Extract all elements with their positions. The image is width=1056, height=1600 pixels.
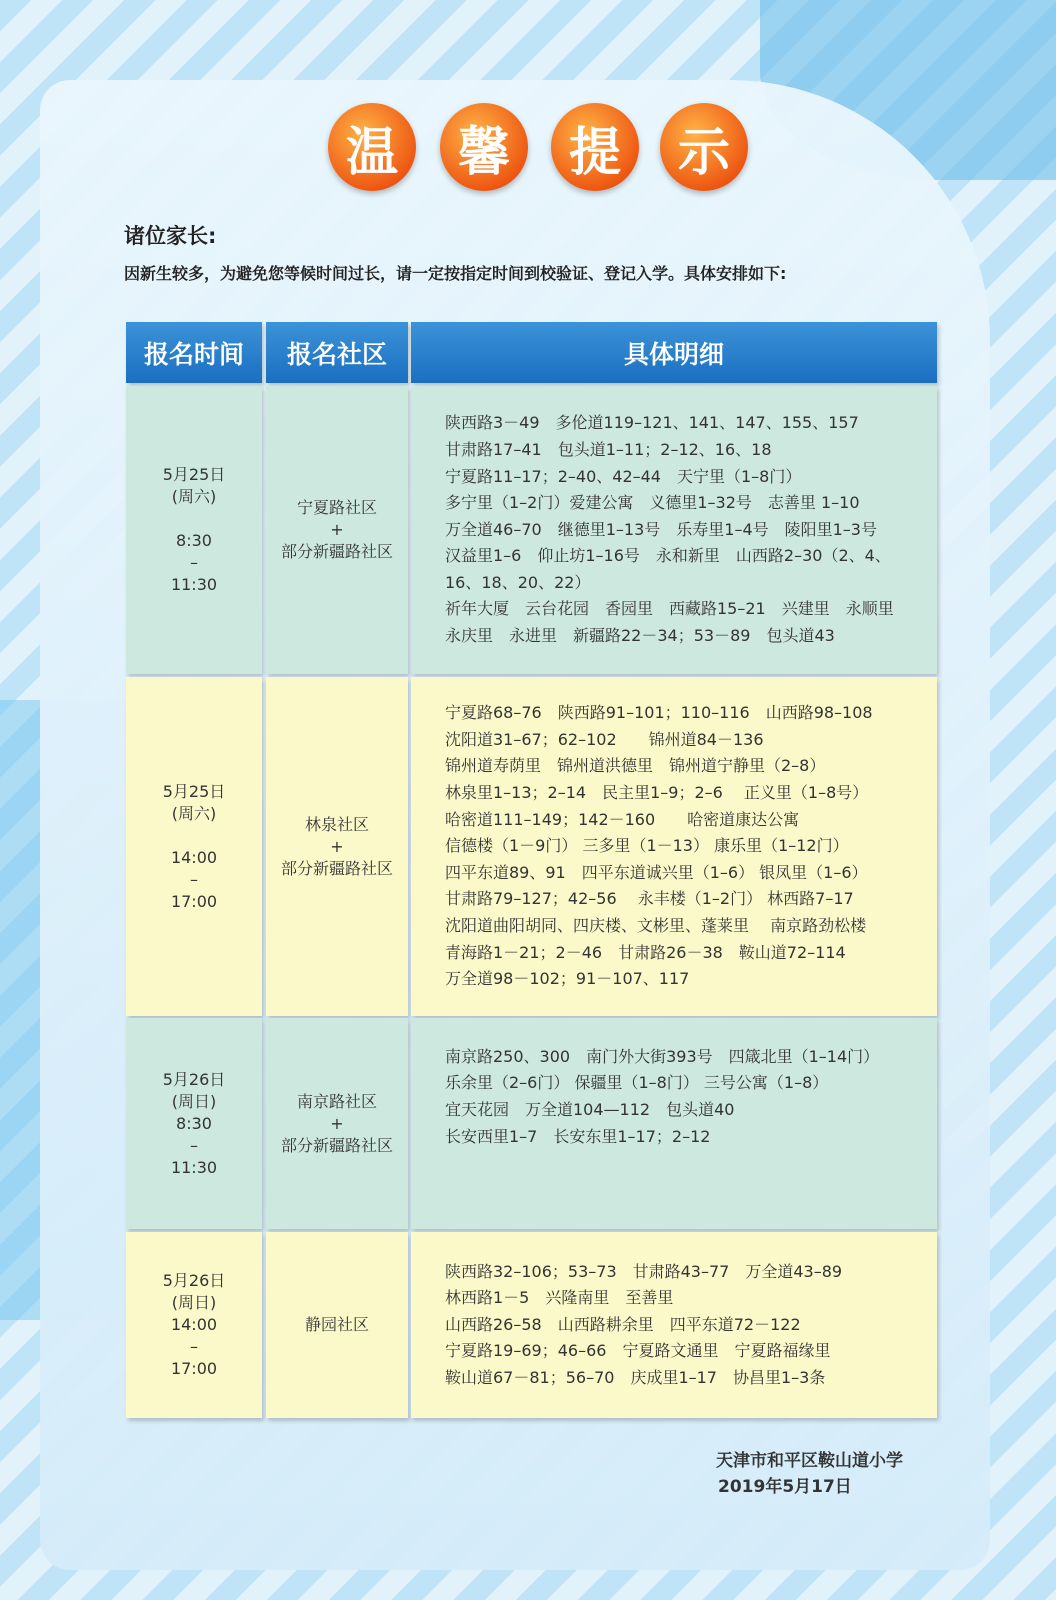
text-line: 长安西里1–7 长安东里1–17；2–12 — [445, 1126, 711, 1146]
text-line: 陕西路32–106；53–73 甘肃路43–77 万全道43–89 — [445, 1261, 843, 1281]
header-time: 报名时间 — [126, 322, 262, 383]
community-cell — [266, 386, 408, 674]
text-line: 甘肃路79–127；42–56 永丰楼（1–2门） 林西路7–17 — [445, 889, 854, 909]
text-line: 8:30 — [176, 531, 212, 550]
text-line: 宁夏路社区 — [296, 498, 377, 517]
greeting: 诸位家长: — [124, 224, 217, 248]
title-char: 提 — [551, 103, 639, 191]
text-line: 哈密道111–149；142－160 哈密道康达公寓 — [445, 809, 800, 829]
text-line: (周日) — [171, 1091, 217, 1111]
text-line: 林泉社区 — [304, 814, 369, 834]
details-cell — [411, 1018, 937, 1229]
text-line — [163, 508, 226, 530]
text-line: – — [189, 1337, 198, 1356]
text-line — [445, 1150, 929, 1177]
text-line: 11:30 — [170, 575, 218, 594]
time-cell — [126, 1018, 262, 1229]
text-line: 沈阳道31–67；62–102 锦州道84－136 — [445, 729, 764, 749]
time-cell — [126, 386, 262, 674]
text-line: 5月25日 — [162, 465, 226, 484]
text-line: 14:00 — [170, 847, 218, 867]
text-line: (周日) — [171, 1293, 217, 1312]
text-line: + — [330, 520, 344, 539]
text-line: 部分新疆路社区 — [280, 1135, 393, 1155]
title — [0, 103, 1056, 193]
title-char: 温 — [328, 103, 416, 191]
text-line — [163, 825, 226, 847]
text-line: 14:00 — [170, 1315, 218, 1334]
community-cell — [266, 1018, 408, 1229]
text-line: 5月25日 — [162, 781, 226, 801]
details-cell — [411, 386, 937, 674]
text-line — [445, 1177, 929, 1204]
text-line: 17:00 — [170, 1359, 218, 1378]
header-details: 具体明细 — [411, 322, 937, 383]
text-line: 16、18、20、22） — [445, 572, 591, 592]
text-line: 宁夏路19–69；46–66 宁夏路文通里 宁夏路福缘里 — [445, 1341, 831, 1361]
text-line: (周六) — [171, 487, 217, 506]
text-line: 静园社区 — [304, 1315, 369, 1334]
text-line: 祈年大厦 云台花园 香园里 西藏路15–21 兴建里 永顺里 — [445, 599, 894, 619]
time-cell — [126, 1232, 262, 1418]
text-line: 青海路1－21；2－46 甘肃路26－38 鞍山道72–114 — [445, 942, 846, 962]
text-line: 林西路1－5 兴隆南里 至善里 — [445, 1288, 674, 1308]
text-line: + — [330, 1113, 344, 1133]
text-line: 南京路社区 — [296, 1091, 377, 1111]
text-line: 南京路250、300 南门外大街393号 四箴北里（1–14门） — [445, 1046, 880, 1066]
footer — [716, 1448, 916, 1500]
text-line: 万全道46–70 继德里1–13号 乐寿里1–4号 陵阳里1–3号 — [445, 519, 877, 539]
text-line: + — [330, 836, 344, 856]
text-line: 陕西路3－49 多伦道119–121、141、147、155、157 — [445, 413, 859, 433]
text-line: 四平东道89、91 四平东道诚兴里（1–6） 银凤里（1–6） — [445, 862, 868, 882]
text-line: 多宁里（1–2门）爱建公寓 义德里1–32号 志善里 1–10 — [445, 493, 860, 513]
text-line: 宁夏路11–17；2–40、42–44 天宁里（1–8门） — [445, 466, 802, 486]
intro-text: 因新生较多，为避免您等候时间过长，请一定按指定时间到校验证、登记入学。具体安排如下: — [124, 264, 787, 283]
school-name: 天津市和平区鞍山道小学 — [716, 1451, 903, 1471]
community-cell — [266, 1232, 408, 1418]
text-line: 万全道98－102；91－107、117 — [445, 969, 690, 989]
text-line: – — [189, 553, 198, 572]
text-line: 部分新疆路社区 — [280, 858, 393, 878]
text-line: 鞍山道67－81；56–70 庆成里1–17 协昌里1–3条 — [445, 1367, 826, 1387]
text-line: 宜天花园 万全道104—112 包头道40 — [445, 1099, 735, 1119]
time-cell — [126, 677, 262, 1016]
text-line: 8:30 — [176, 1113, 212, 1133]
text-line: 林泉里1–13；2–14 民主里1–9；2–6 正义里（1–8号） — [445, 783, 869, 803]
text-line: 锦州道寿荫里 锦州道洪德里 锦州道宁静里（2–8） — [445, 756, 826, 776]
text-line: 部分新疆路社区 — [280, 542, 393, 561]
text-line: 永庆里 永进里 新疆路22－34；53－89 包头道43 — [445, 626, 835, 646]
text-line: – — [189, 1135, 198, 1155]
text-line: 乐余里（2–6门） 保疆里（1–8门） 三号公寓（1–8） — [445, 1073, 829, 1093]
text-line: (周六) — [171, 803, 217, 823]
date: 2019年5月17日 — [718, 1477, 852, 1497]
title-char: 馨 — [440, 103, 528, 191]
text-line: 17:00 — [170, 891, 218, 911]
text-line: 5月26日 — [162, 1271, 226, 1290]
title-char: 示 — [660, 103, 748, 191]
text-line: 山西路26–58 山西路耕余里 四平东道72－122 — [445, 1314, 801, 1334]
details-cell — [411, 1232, 937, 1418]
text-line: 甘肃路17–41 包头道1–11；2–12、16、18 — [445, 439, 772, 459]
text-line: 11:30 — [170, 1157, 218, 1177]
text-line: 信德楼（1－9门） 三多里（1－13） 康乐里（1–12门） — [445, 836, 849, 856]
text-line: 宁夏路68–76 陕西路91–101；110–116 山西路98–108 — [445, 703, 873, 723]
text-line: 汉益里1–6 仰止坊1–16号 永和新里 山西路2–30（2、4、 — [445, 546, 891, 566]
text-line: – — [189, 869, 198, 889]
text-line: 沈阳道曲阳胡同、四庆楼、文彬里、蓬莱里 南京路劲松楼 — [445, 915, 867, 935]
details-cell — [411, 677, 937, 1016]
header-community: 报名社区 — [266, 322, 408, 383]
text-line: 5月26日 — [162, 1069, 226, 1089]
community-cell — [266, 677, 408, 1016]
